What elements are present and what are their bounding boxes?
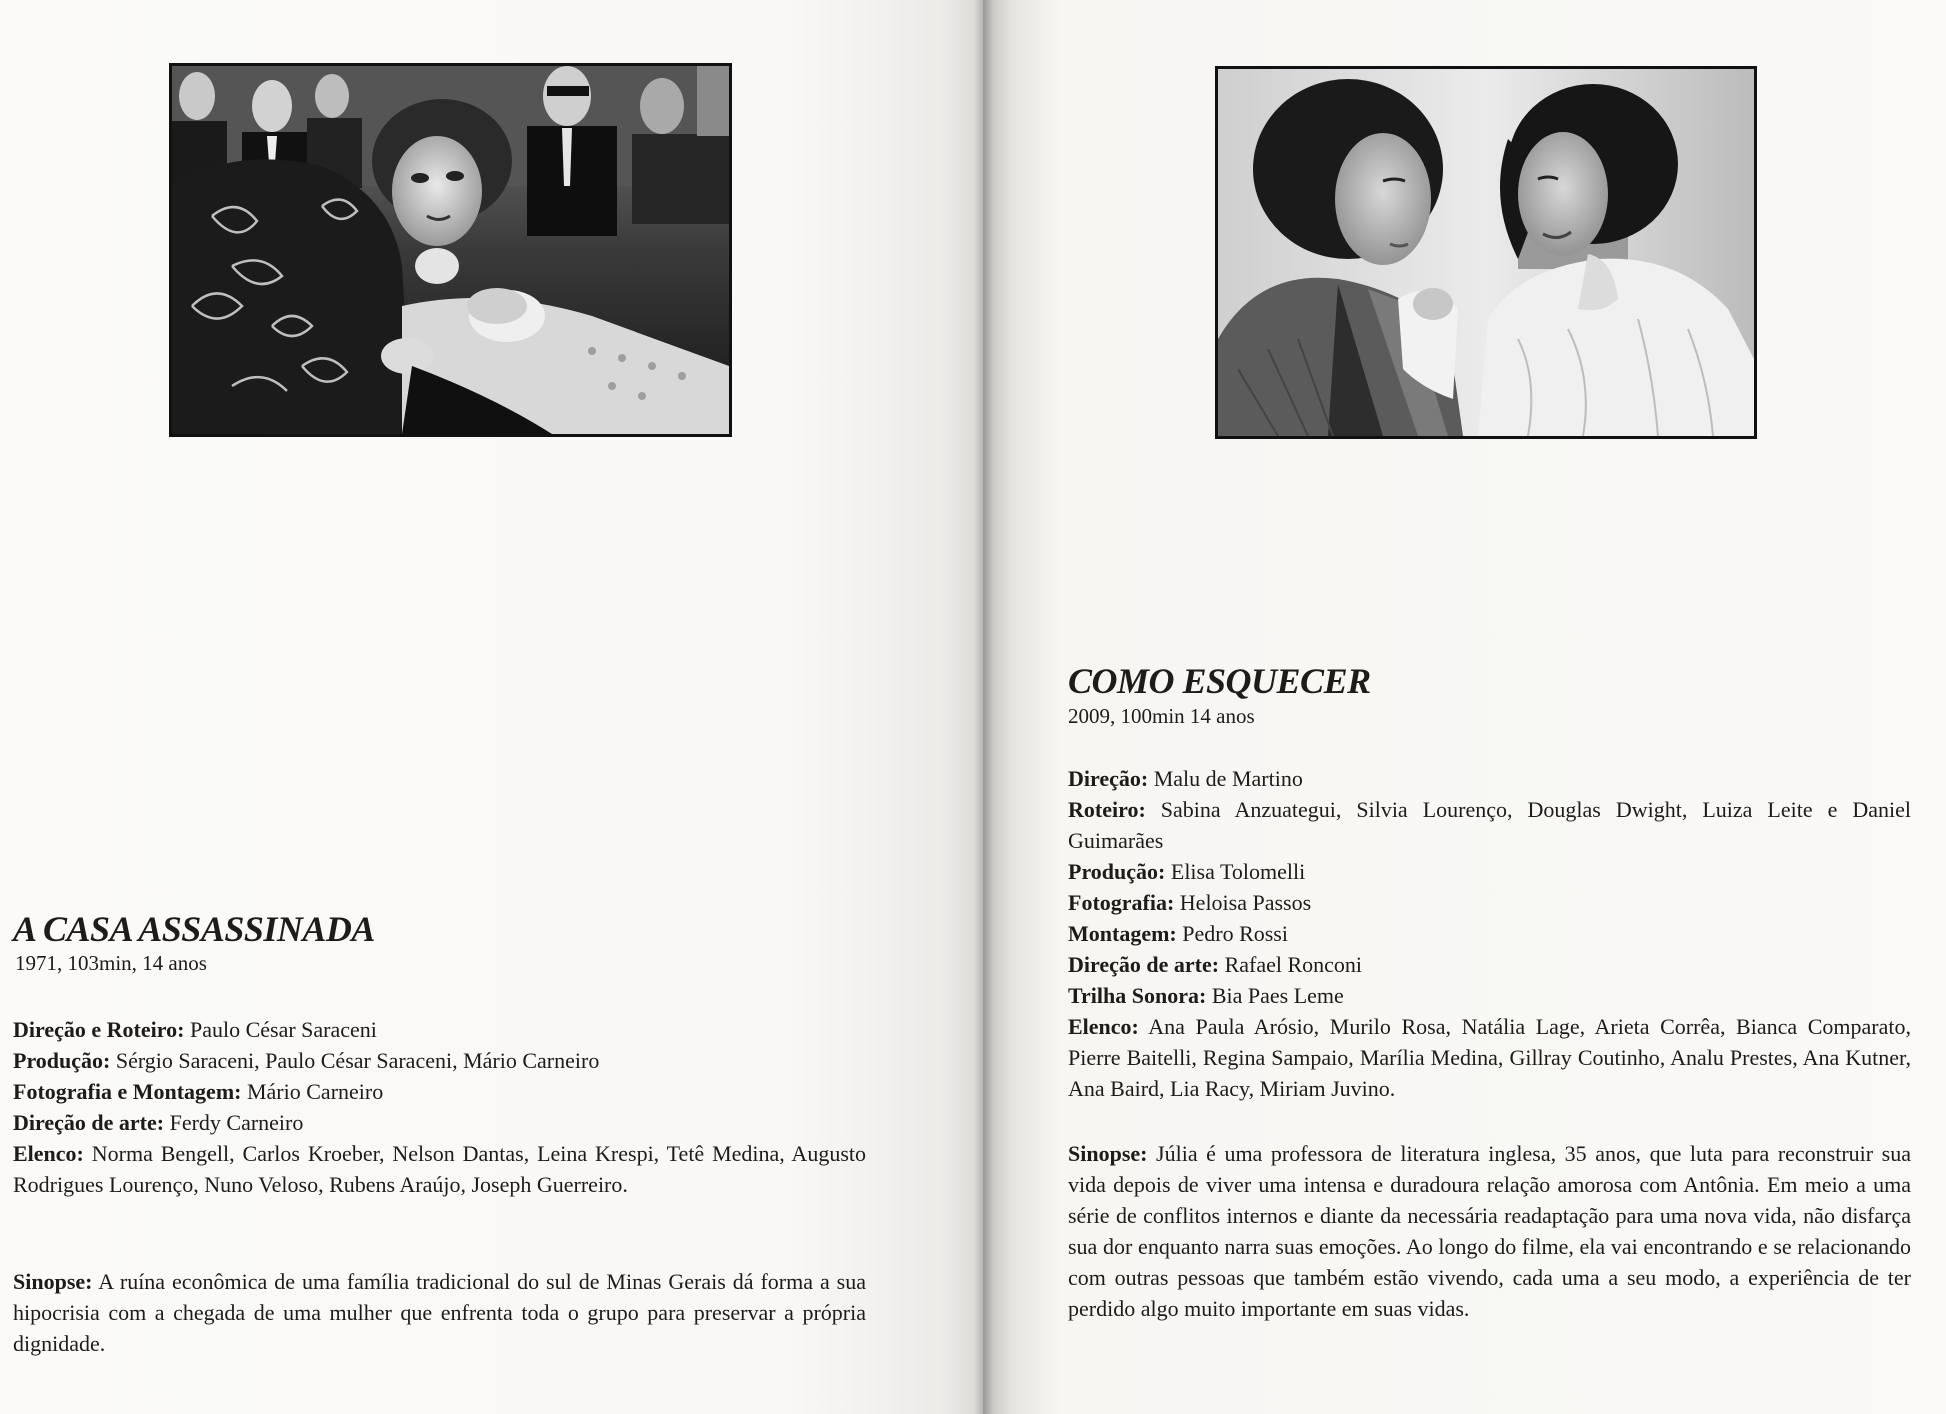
- synopsis-label: Sinopse:: [13, 1269, 93, 1294]
- book-gutter: [974, 0, 994, 1414]
- credit-label: Elenco:: [13, 1141, 84, 1166]
- synopsis-label: Sinopse:: [1068, 1141, 1148, 1166]
- film-meta: 2009, 100min 14 anos: [1068, 704, 1255, 728]
- credit-value: Ferdy Carneiro: [169, 1110, 304, 1135]
- credit-value: Sabina Anzuategui, Silvia Lourenço, Douglas Dwight, Luiza Leite e Daniel Guimarães: [1068, 797, 1911, 853]
- credit-line: [13, 1045, 866, 1076]
- credit-label: Direção de arte:: [13, 1110, 165, 1135]
- film-title: A CASA ASSASSINADA: [13, 909, 375, 949]
- synopsis-text: Júlia é uma professora de literatura inglesa, 35 anos, que luta para reconstruir sua vida depois de viver uma intensa e duradoura relação amorosa com Antônia. Em meio a uma série de conflitos internos e diante da necessária readaptação para uma nova vida, não disfarça sua dor enquanto narra suas emoções. Ao longo do filme, ela vai encontrando e se relacionando com outras pessoas que também estão vivendo, cada uma a seu modo, a experiência de ter perdido algo muito importante em suas vidas.: [1068, 1141, 1911, 1321]
- credit-value: Paulo César Saraceni: [189, 1017, 377, 1042]
- credit-label: Direção:: [1068, 766, 1149, 791]
- credit-label: Produção:: [13, 1048, 111, 1073]
- credit-line: [1068, 856, 1911, 887]
- synopsis-text: A ruína econômica de uma família tradicional do sul de Minas Gerais dá forma a sua hipocrisia com a chegada de uma mulher que enfrenta toda o grupo para preservar a própria dignidade.: [13, 1269, 866, 1356]
- credit-label: Direção e Roteiro:: [13, 1017, 185, 1042]
- film-still-image: [1218, 69, 1754, 436]
- credit-line: [13, 1138, 866, 1200]
- credit-label: Direção de arte:: [1068, 952, 1220, 977]
- credit-line: [1068, 794, 1911, 856]
- credits-block: [13, 1014, 866, 1200]
- credit-value: Bia Paes Leme: [1211, 983, 1344, 1008]
- film-still-como-esquecer: [1215, 66, 1757, 439]
- right-page: [983, 0, 1946, 1414]
- synopsis: [1068, 1138, 1911, 1324]
- credit-line: [1068, 887, 1911, 918]
- credit-label: Produção:: [1068, 859, 1166, 884]
- credit-value: Ana Paula Arósio, Murilo Rosa, Natália Lage, Arieta Corrêa, Bianca Comparato, Pierre Baitelli, Regina Sampaio, Marília Medina, Gillray Coutinho, Analu Prestes, Ana Kutner, Ana Baird, Lia Racy, Miriam Juvino.: [1068, 1014, 1911, 1101]
- credit-value: Sérgio Saraceni, Paulo César Saraceni, Mário Carneiro: [115, 1048, 600, 1073]
- credit-label: Roteiro:: [1068, 797, 1146, 822]
- credit-line: [13, 1076, 866, 1107]
- credit-label: Fotografia:: [1068, 890, 1175, 915]
- credit-line: [1068, 949, 1911, 980]
- credit-value: Norma Bengell, Carlos Kroeber, Nelson Dantas, Leina Krespi, Tetê Medina, Augusto Rodrigues Lourenço, Nuno Veloso, Rubens Araújo, Joseph Guerreiro.: [13, 1141, 866, 1197]
- credit-label: Elenco:: [1068, 1014, 1139, 1039]
- credit-line: [1068, 1011, 1911, 1104]
- credit-value: Heloisa Passos: [1179, 890, 1312, 915]
- credit-line: [1068, 980, 1911, 1011]
- credit-line: [13, 1107, 866, 1138]
- film-still-a-casa-assassinada: [169, 63, 732, 437]
- credit-value: Pedro Rossi: [1182, 921, 1288, 946]
- credit-label: Montagem:: [1068, 921, 1177, 946]
- credit-value: Rafael Ronconi: [1224, 952, 1363, 977]
- credit-value: Malu de Martino: [1153, 766, 1303, 791]
- film-still-image: [172, 66, 729, 434]
- credit-line: [1068, 918, 1911, 949]
- synopsis: [13, 1266, 866, 1359]
- credit-value: Elisa Tolomelli: [1170, 859, 1306, 884]
- credits-block: [1068, 763, 1911, 1104]
- credit-label: Fotografia e Montagem:: [13, 1079, 242, 1104]
- credit-line: [1068, 763, 1911, 794]
- film-title: COMO ESQUECER: [1068, 661, 1371, 701]
- credit-label: Trilha Sonora:: [1068, 983, 1207, 1008]
- film-meta: 1971, 103min, 14 anos: [15, 951, 207, 975]
- credit-line: [13, 1014, 866, 1045]
- credit-value: Mário Carneiro: [246, 1079, 384, 1104]
